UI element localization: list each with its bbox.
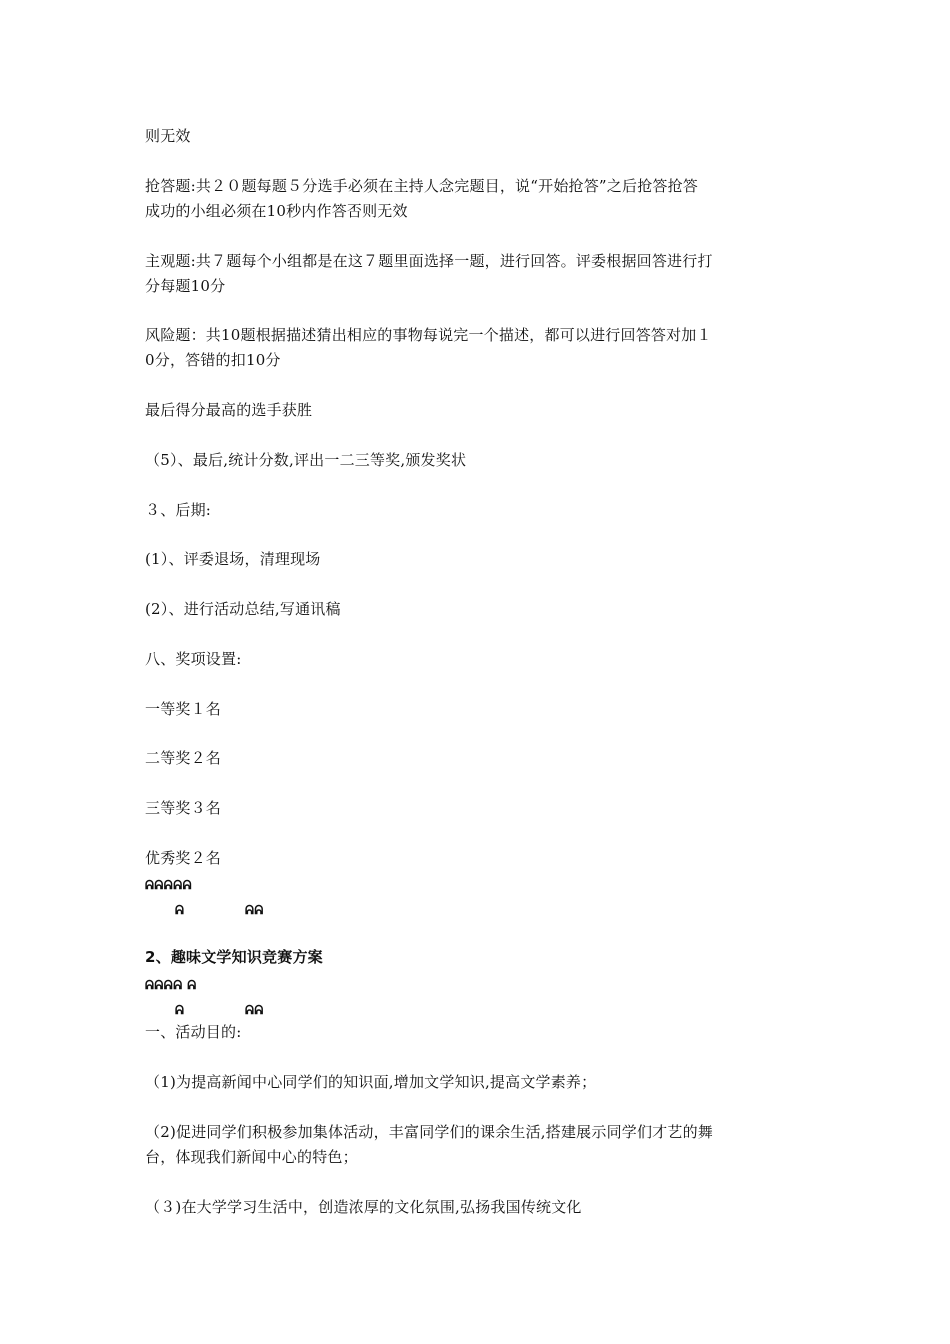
paragraph-risk-line2: 0分，答错的扣10分 [145, 351, 281, 369]
garbled-glyphs-row1b: ᕱ [175, 903, 185, 917]
award-second: 二等奖２名 [145, 749, 222, 767]
paragraph-subjective-line1: 主观题:共７题每个小组都是在这７题里面选择一题，进行回答。评委根据回答进行打 [145, 252, 713, 270]
purpose-2-line1: （2)促进同学们积极参加集体活动，丰富同学们的课余生活,搭建展示同学们才艺的舞 [145, 1123, 713, 1141]
section-title-literature-quiz: 2、趣味文学知识竞赛方案 [145, 948, 323, 966]
purpose-1: （1)为提高新闻中心同学们的知识面,增加文学知识,提高文学素养； [145, 1073, 597, 1091]
award-third: 三等奖３名 [145, 799, 222, 817]
garbled-glyphs-row1: ᕱᕱᕱᕱᕱ [145, 878, 193, 892]
paragraph-quick-answer-line1: 抢答题:共２０题每题５分选手必须在主持人念完题目，说“开始抢答”之后抢答抢答 [145, 177, 698, 195]
heading-activity-purpose: 一、活动目的: [145, 1023, 242, 1041]
paragraph-invalid-note: 则无效 [145, 127, 191, 145]
garbled-glyphs-row2b: ᕱ [175, 1003, 185, 1017]
paragraph-post-1: (1）、评委退场，清理现场 [145, 550, 321, 568]
garbled-glyphs-row2c: ᕱᕱ [245, 1003, 264, 1017]
paragraph-final-step: （5）、最后,统计分数,评出一二三等奖,颁发奖状 [145, 451, 467, 469]
paragraph-subjective-line2: 分每题10分 [145, 277, 226, 295]
garbled-glyphs-row2: ᕱᕱᕱᕱ ᕱ [145, 978, 197, 992]
paragraph-risk-line1: 风险题：共10题根据描述猜出相应的事物每说完一个描述，都可以进行回答答对加１ [145, 326, 712, 344]
purpose-3: （３)在大学学习生活中，创造浓厚的文化氛围,弘扬我国传统文化 [145, 1198, 582, 1216]
award-excellent: 优秀奖２名 [145, 849, 222, 867]
garbled-glyphs-row1c: ᕱᕱ [245, 903, 264, 917]
heading-awards: 八、奖项设置: [145, 650, 242, 668]
paragraph-post-2: (2）、进行活动总结,写通讯稿 [145, 600, 341, 618]
award-first: 一等奖１名 [145, 700, 222, 718]
paragraph-quick-answer-line2: 成功的小组必须在10秒内作答否则无效 [145, 202, 408, 220]
purpose-2-line2: 台，体现我们新闻中心的特色； [145, 1148, 358, 1166]
heading-post-stage: ３、后期: [145, 501, 212, 519]
paragraph-winner: 最后得分最高的选手获胜 [145, 401, 313, 419]
